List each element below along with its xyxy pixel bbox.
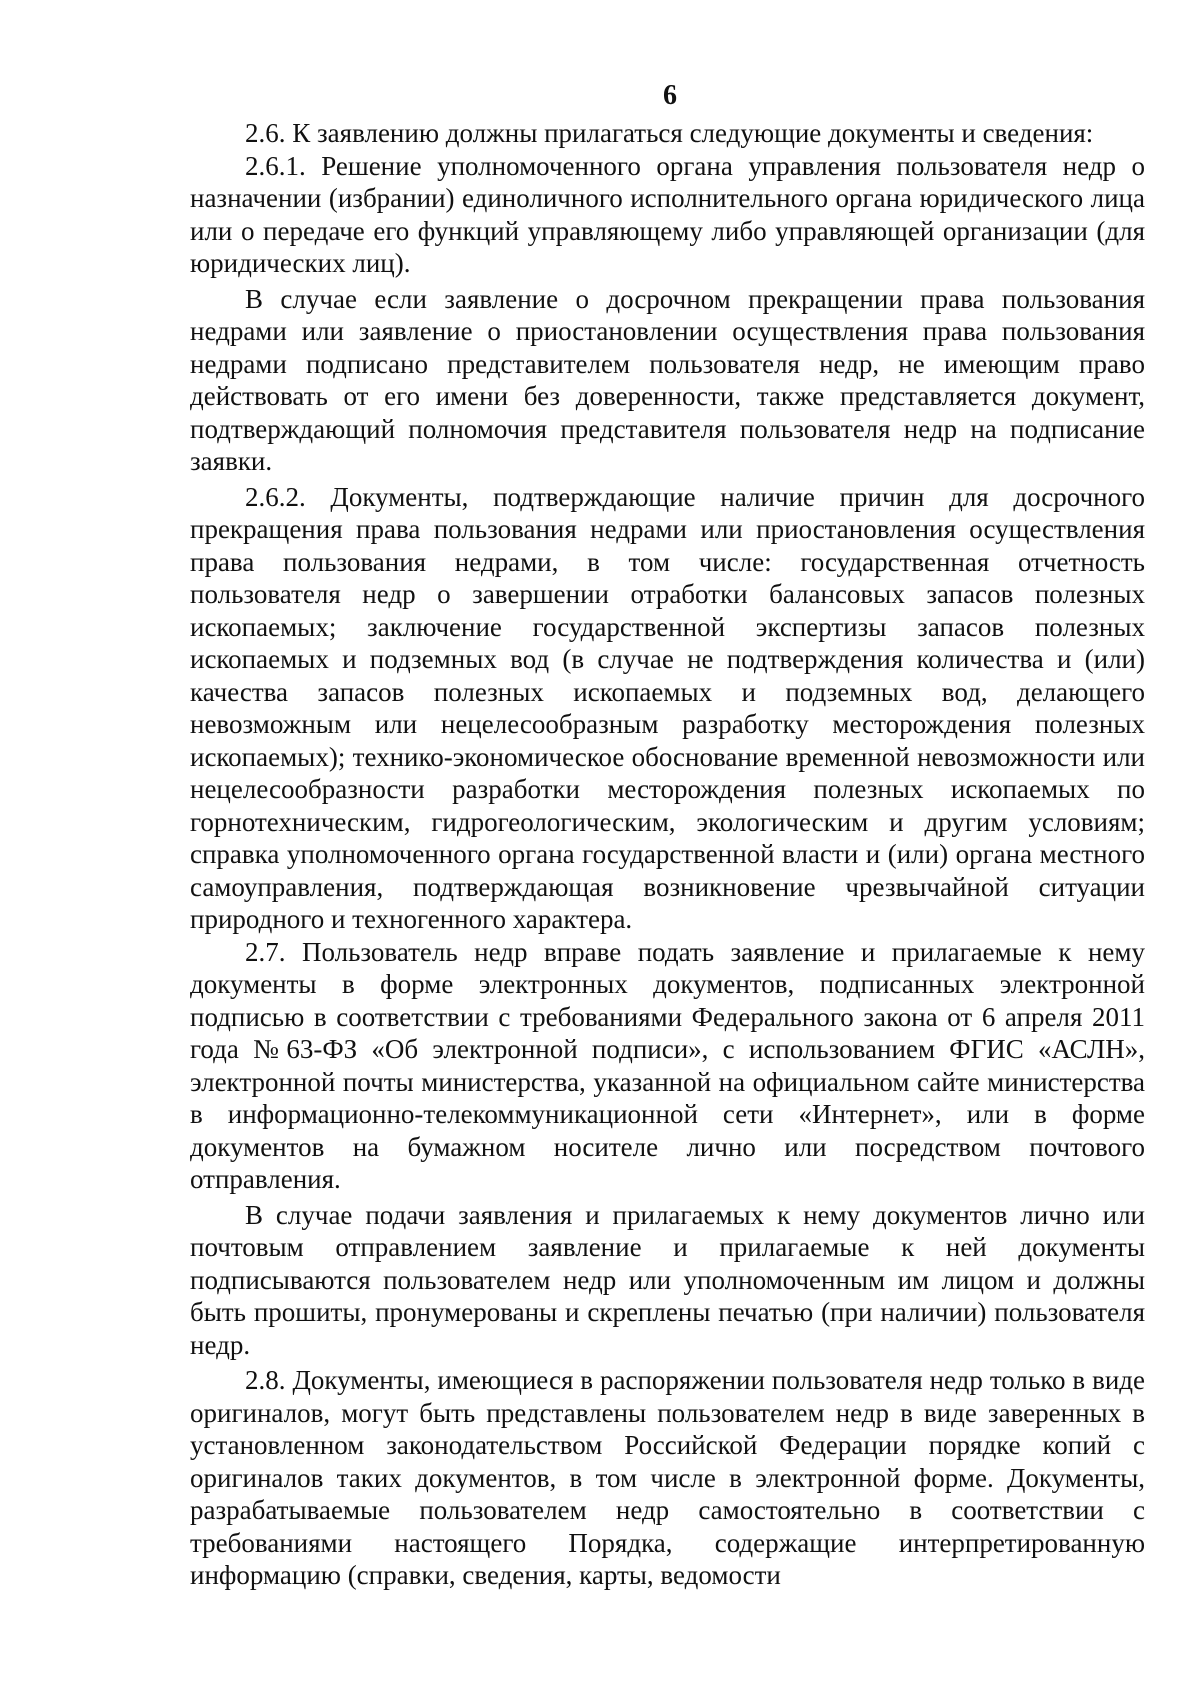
- paragraph-paper-submission: В случае подачи заявления и прилагаемых к нему документов лично или почтовым отправлением заявление и прилагаемые к ней документы подписываются пользователем недр или уполномоченным им лицом и должны быть прошиты, пронумерованы и скреплены печатью (при наличии) пользователя недр.: [190, 1199, 1145, 1360]
- paragraph-representative: В случае если заявление о досрочном прекращении права пользования недрами или заявление о приостановлении осуществления права пользования недрами подписано представителем пользователя недр, не имеющим право действовать от его имени без доверенности, также представляется документ, подтверждающий полномочия представителя пользователя недр на подписание заявки.: [190, 283, 1145, 476]
- paragraph-2-8: 2.8. Документы, имеющиеся в распоряжении пользователя недр только в виде оригиналов, могут быть представлены пользователем недр в виде заверенных в установленном законодательством Российской Федерации порядке копий с оригиналов таких документов, в том числе в электронной форме. Документы, разрабатываемые пользователем недр самостоятельно в соответствии с требованиями настоящего Порядка, содержащие интерпретированную информацию (справки, сведения, карты, ведомости: [190, 1365, 1145, 1590]
- paragraph-2-6-2: 2.6.2. Документы, подтверждающие наличие причин для досрочного прекращения права пользования недрами или приостановления осуществления права пользования недрами, в том числе: государственная отчетность пользователя недр о завершении отработки балансовых запасов полезных ископаемых; заключение государственной экспертизы запасов полезных ископаемых и подземных вод (в случае не подтверждения количества и (или) качества запасов полезных ископаемых и подземных вод, делающего невозможным или нецелесообразным разработку месторождения полезных ископаемых); технико-экономическое обоснование временной невозможности или нецелесообразности разработки месторождения полезных ископаемых по горнотехническим, гидрогеологическим, экологическим и другим условиям; справка уполномоченного органа государственной власти и (или) органа местного самоуправления, подтверждающая возникновение чрезвычайной ситуации природного и техногенного характера.: [190, 481, 1145, 934]
- paragraph-2-6-1: 2.6.1. Решение уполномоченного органа управления пользователя недр о назначении (избрании) единоличного исполнительного органа юридического лица или о передаче его функций управляющему либо управляющей организации (для юридических лиц).: [190, 150, 1145, 278]
- paragraph-2-6: 2.6. К заявлению должны прилагаться следующие документы и сведения:: [245, 118, 1094, 148]
- document-body: [190, 117, 1145, 1592]
- paragraph-2-7: 2.7. Пользователь недр вправе подать заявление и прилагаемые к нему документы в форме электронных документов, подписанных электронной подписью в соответствии с требованиями Федерального закона от 6 апреля 2011 года №63-ФЗ «Об электронной подписи», с использованием ФГИС «АСЛН», электронной почты министерства, указанной на официальном сайте министерства в информационно-телекоммуникационной сети «Интернет», или в форме документов на бумажном носителе лично или посредством почтового отправления.: [190, 936, 1145, 1194]
- page-number: 6: [663, 80, 677, 111]
